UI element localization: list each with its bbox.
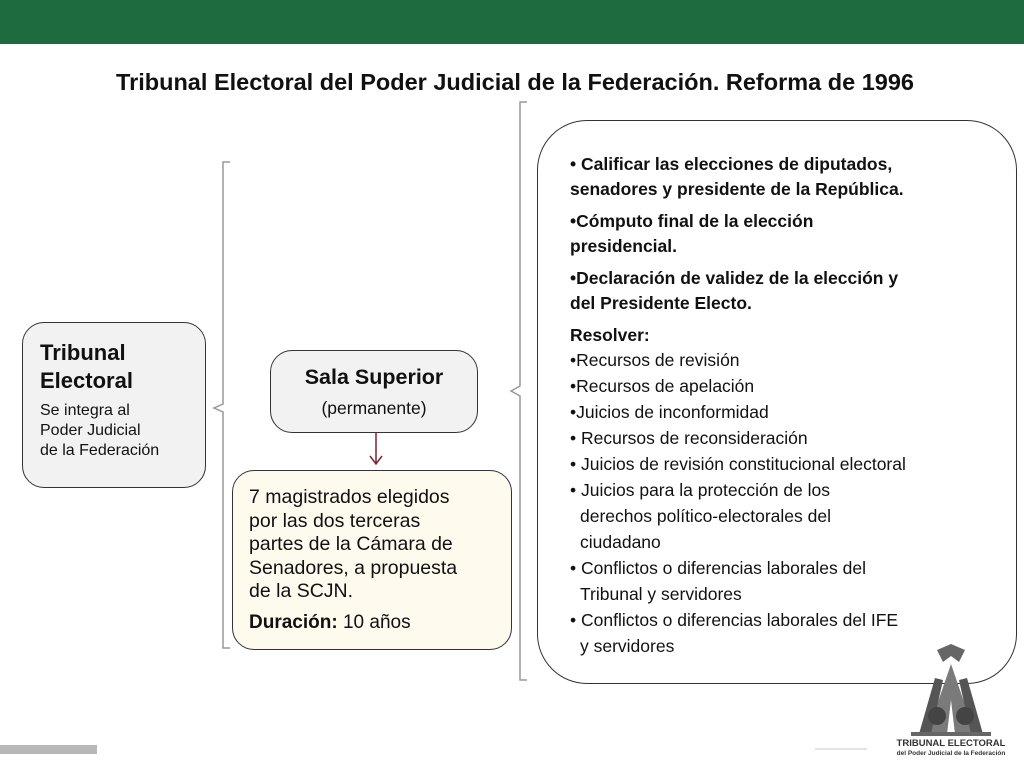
resolver-label: Resolver:: [570, 325, 650, 345]
sala-superior-subtitle: (permanente): [321, 398, 427, 418]
resolver-item: •Recursos de apelación: [570, 376, 755, 396]
magistrados-line: 7 magistrados elegidos: [249, 486, 450, 508]
resolver-item: derechos político-electorales del: [580, 506, 831, 526]
magistrados-box: [232, 470, 512, 650]
tribunal-description: [40, 401, 189, 461]
footer-faint-line: [815, 748, 867, 750]
resolver-item: ciudadano: [580, 532, 661, 552]
resolver-item: • Juicios para la protección de los: [570, 480, 831, 500]
brace-left: [210, 160, 234, 652]
logo-text: TRIBUNAL ELECTORAL: [896, 738, 1006, 749]
function-line: senadores y presidente de la República.: [570, 178, 904, 199]
tribunal-electoral-box: [22, 322, 206, 488]
functions-box: [537, 120, 1017, 684]
resolver-item: •Recursos de revisión: [570, 350, 740, 370]
tribunal-logo-icon: [897, 640, 1005, 736]
tribunal-desc-line: Poder Judicial: [40, 422, 141, 439]
footer-grey-bar: [0, 745, 97, 754]
function-line: •Cómputo final de la elección: [570, 211, 814, 231]
sala-superior-title: Sala Superior: [304, 365, 444, 389]
page-title: Tribunal Electoral del Poder Judicial de la Federación. Reforma de 1996: [116, 69, 914, 95]
resolver-item: • Juicios de revisión constitucional electoral: [570, 454, 906, 474]
header-bar: [0, 0, 1024, 44]
function-computo: [570, 209, 996, 258]
duration-value: 10 años: [342, 611, 411, 633]
magistrados-line: por las dos terceras: [249, 509, 421, 532]
function-line: • Calificar las elecciones de diputados,: [570, 154, 893, 174]
function-line: •Declaración de validez de la elección y: [570, 268, 899, 288]
resolver-item: • Conflictos o diferencias laborales del IFE: [570, 610, 899, 630]
duration: [249, 612, 501, 634]
tribunal-desc-line: de la Federación: [40, 442, 160, 459]
function-line: presidencial.: [570, 235, 677, 256]
function-declaracion: [570, 266, 996, 315]
magistrados-line: partes de la Cámara de: [249, 533, 453, 555]
sala-superior-box: [270, 350, 478, 433]
resolver-item: •Juicios de inconformidad: [570, 402, 769, 422]
tribunal-desc-line: Se integra al: [40, 402, 130, 419]
resolver-item: • Conflictos o diferencias laborales del: [570, 558, 867, 578]
function-line: del Presidente Electo.: [570, 292, 752, 313]
tribunal-title: [40, 339, 189, 395]
duration-label: Duración:: [249, 611, 338, 633]
resolver-item: • Recursos de reconsideración: [570, 428, 808, 448]
down-arrow-icon: [366, 432, 386, 468]
magistrados-description: [249, 486, 501, 604]
tribunal-title-line: Electoral: [40, 368, 133, 393]
tribunal-title-line: Tribunal: [40, 340, 126, 365]
resolver-item: y servidores: [580, 636, 675, 656]
resolver-item: Tribunal y servidores: [580, 584, 742, 604]
magistrados-line: Senadores, a propuesta: [249, 556, 458, 579]
logo-subtext: del Poder Judicial de la Federación: [896, 750, 1006, 757]
function-calificar: [570, 152, 996, 201]
magistrados-line: de la SCJN.: [249, 580, 354, 602]
